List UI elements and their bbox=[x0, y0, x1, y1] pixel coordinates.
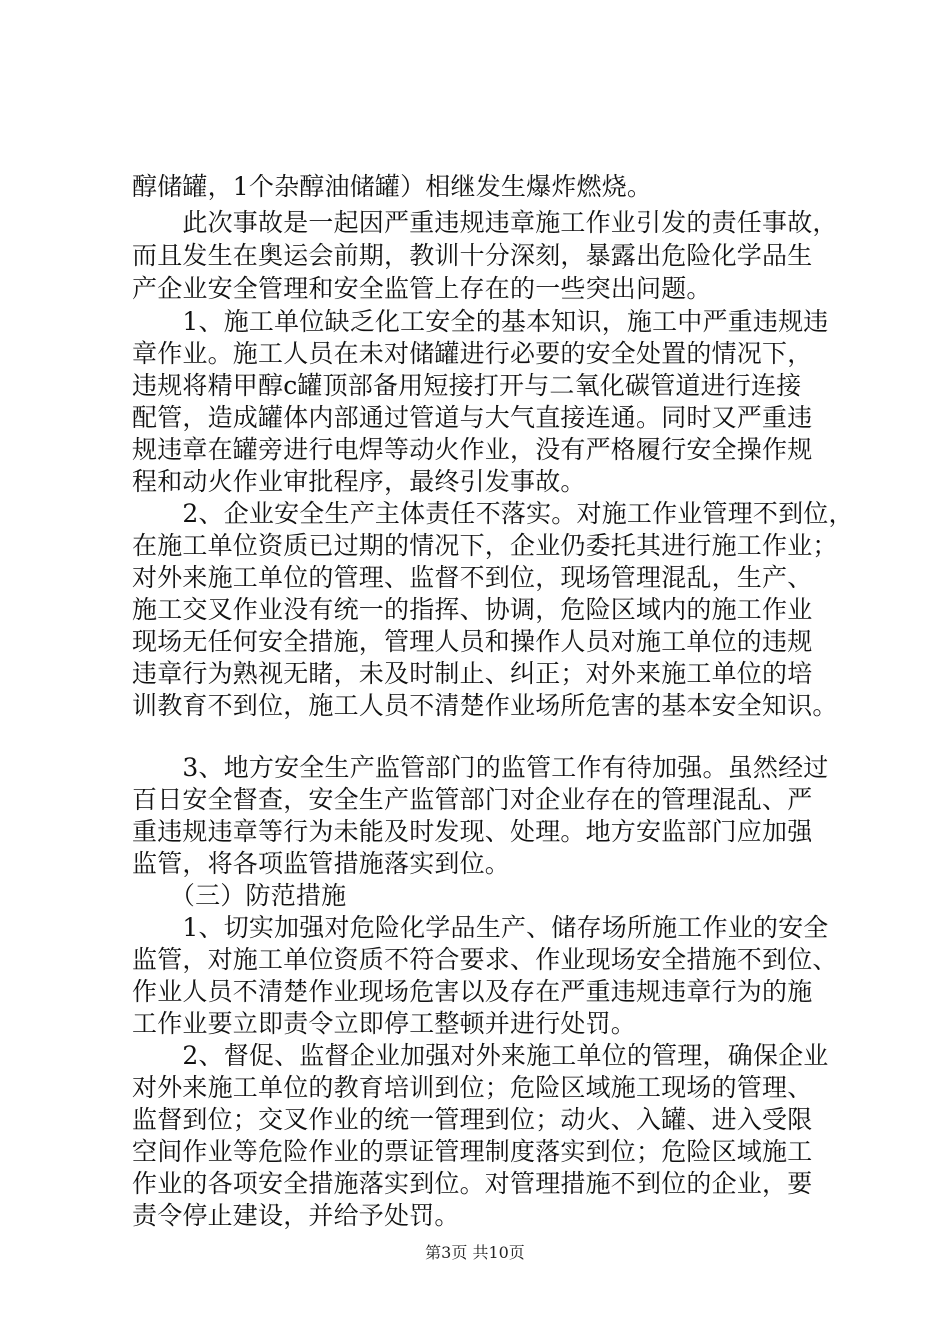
text-line: 而且发生在奥运会前期，教训十分深刻，暴露出危险化学品生 bbox=[132, 241, 813, 270]
text-line: 违规将精甲醇c罐顶部备用短接打开与二氧化碳管道进行连接 bbox=[132, 371, 802, 400]
text-line: 2、企业安全生产主体责任不落实。对施工作业管理不到位， bbox=[132, 499, 854, 528]
text-line: 训教育不到位，施工人员不清楚作业场所危害的基本安全知识。 bbox=[132, 691, 838, 720]
text-line: 现场无任何安全措施，管理人员和操作人员对施工单位的违规 bbox=[132, 627, 813, 656]
text-line: 3、地方安全生产监管部门的监管工作有待加强。虽然经过 bbox=[132, 753, 829, 782]
text-line: 百日安全督查，安全生产监管部门对企业存在的管理混乱、严 bbox=[132, 785, 813, 814]
text-line: 章作业。施工人员在未对储罐进行必要的安全处置的情况下， bbox=[132, 339, 813, 368]
section-heading: （三）防范措施 bbox=[132, 881, 347, 910]
text-line: 对外来施工单位的教育培训到位；危险区域施工现场的管理、 bbox=[132, 1073, 813, 1102]
text-line: 作业人员不清楚作业现场危害以及存在严重违规违章行为的施 bbox=[132, 977, 813, 1006]
text-line: 监管，对施工单位资质不符合要求、作业现场安全措施不到位、 bbox=[132, 945, 838, 974]
text-line: 责令停止建设，并给予处罚。 bbox=[132, 1201, 460, 1230]
text-line: 监督到位；交叉作业的统一管理到位；动火、入罐、进入受限 bbox=[132, 1105, 813, 1134]
text-line: 违章行为熟视无睹，未及时制止、纠正；对外来施工单位的培 bbox=[132, 659, 813, 688]
text-line: 监管，将各项监管措施落实到位。 bbox=[132, 849, 511, 878]
text-line: 工作业要立即责令立即停工整顿并进行处罚。 bbox=[132, 1009, 637, 1038]
text-line: 程和动火作业审批程序，最终引发事故。 bbox=[132, 467, 586, 496]
text-line: 产企业安全管理和安全监管上存在的一些突出问题。 bbox=[132, 274, 712, 303]
text-line: 在施工单位资质已过期的情况下，企业仍委托其进行施工作业； bbox=[132, 531, 838, 560]
text-line: 2、督促、监督企业加强对外来施工单位的管理，确保企业 bbox=[132, 1041, 829, 1070]
text-line: 配管，造成罐体内部通过管道与大气直接连通。同时又严重违 bbox=[132, 403, 813, 432]
text-line: 作业的各项安全措施落实到位。对管理措施不到位的企业，要 bbox=[132, 1169, 813, 1198]
text-line: 1、施工单位缺乏化工安全的基本知识，施工中严重违规违 bbox=[132, 307, 829, 336]
text-line: 空间作业等危险作业的票证管理制度落实到位；危险区域施工 bbox=[132, 1137, 813, 1166]
text-line: 醇储罐，1个杂醇油储罐）相继发生爆炸燃烧。 bbox=[132, 172, 653, 201]
text-line: 规违章在罐旁进行电焊等动火作业，没有严格履行安全操作规 bbox=[132, 435, 813, 464]
page-number-footer: 第3页 共10页 bbox=[425, 1243, 525, 1262]
text-line: 1、切实加强对危险化学品生产、储存场所施工作业的安全 bbox=[132, 913, 829, 942]
text-line: 施工交叉作业没有统一的指挥、协调，危险区域内的施工作业 bbox=[132, 595, 813, 624]
text-line: 此次事故是一起因严重违规违章施工作业引发的责任事故， bbox=[132, 208, 838, 237]
text-line: 对外来施工单位的管理、监督不到位，现场管理混乱，生产、 bbox=[132, 563, 813, 592]
text-line: 重违规违章等行为未能及时发现、处理。地方安监部门应加强 bbox=[132, 817, 813, 846]
